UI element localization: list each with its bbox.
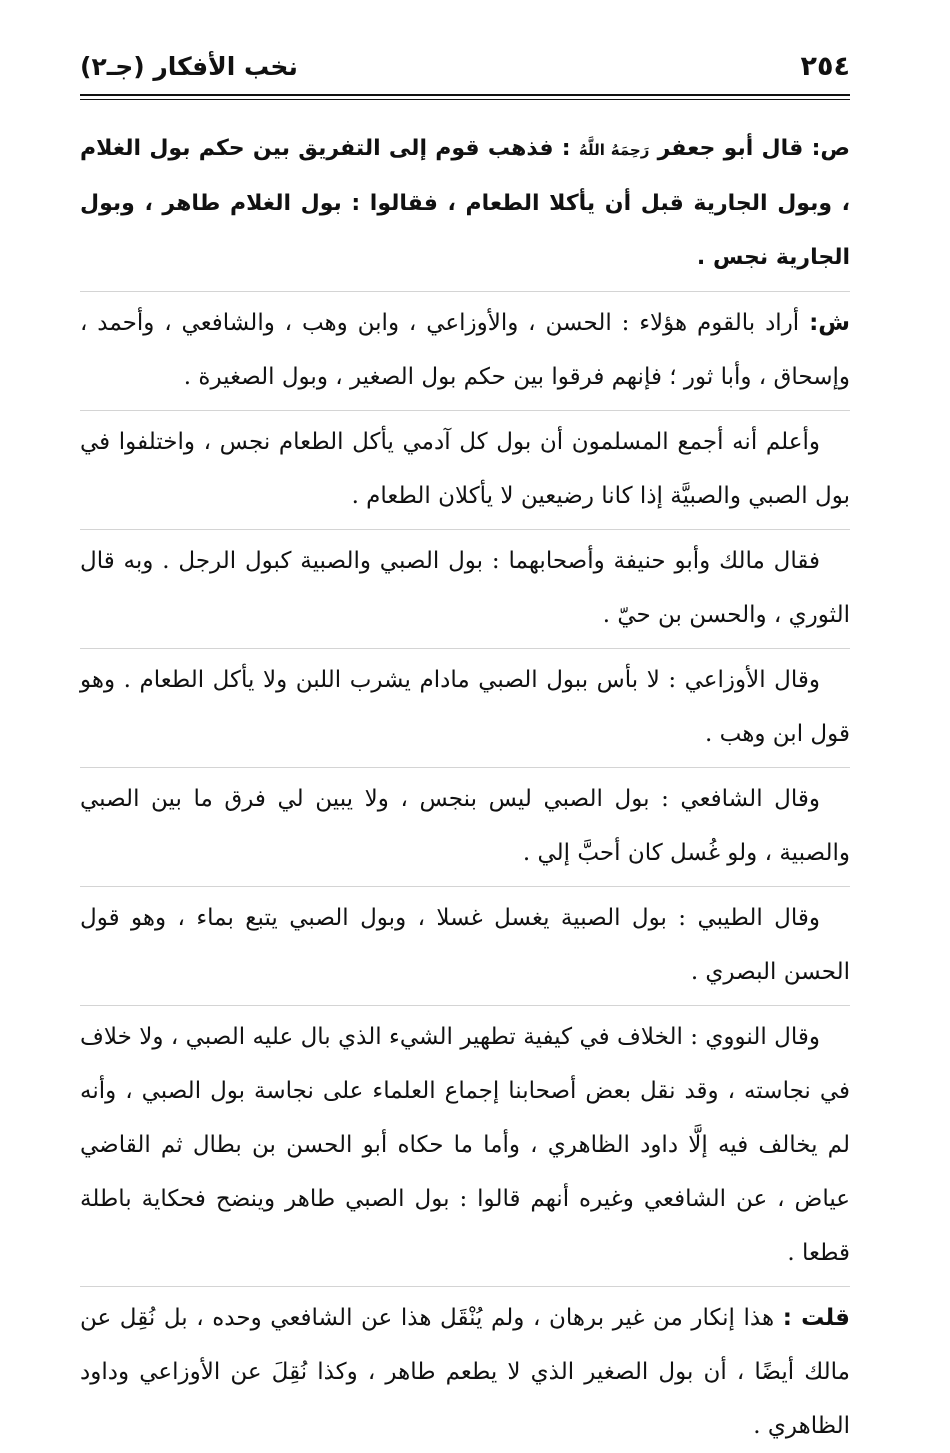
paragraph-sheen [80, 296, 850, 404]
paragraph-divider [80, 410, 850, 411]
running-header [80, 44, 850, 88]
paragraph-divider [80, 529, 850, 530]
paragraph-text: وقال الطيبي : بول الصبية يغسل غسلا ، وبول الصبي يتبع بماء ، وهو قول الحسن البصري . [80, 905, 850, 985]
paragraph-text: هذا إنكار من غير برهان ، ولم يُنْقَل هذا عن الشافعي وحده ، بل نُقِل عن مالك أيضًا ، أن بول الصغير الذي لا يطعم طاهر ، وكذا نُقِلَ عن الأوزاعي وداود الظاهري . [80, 1305, 850, 1439]
paragraph-text: وقال الشافعي : بول الصبي ليس بنجس ، ولا يبين لي فرق ما بين الصبي والصبية ، ولو غُسل كان أحبَّ إلي . [80, 786, 850, 866]
paragraph-text: أراد بالقوم هؤلاء : الحسن ، والأوزاعي ، وابن وهب ، والشافعي ، وأحمد ، وإسحاق ، وأبا ثور ؛ فإنهم فرقوا بين حكم بول الصغير ، وبول الصغيرة . [80, 310, 850, 390]
paragraph-text: وقال الأوزاعي : لا بأس ببول الصبي مادام يشرب اللبن ولا يأكل الطعام . وهو قول ابن وهب . [80, 667, 850, 747]
paragraph-sad [80, 122, 850, 285]
book-page [80, 0, 850, 1439]
paragraph-divider [80, 886, 850, 887]
paragraph-divider [80, 1286, 850, 1287]
qultu-marker: قلت : [782, 1305, 850, 1331]
paragraph [80, 891, 850, 999]
paragraph-divider [80, 648, 850, 649]
paragraph-text: وأعلم أنه أجمع المسلمون أن بول كل آدمي يأكل الطعام نجس ، واختلفوا في بول الصبي والصبيَّة إذا كانا رضيعين لا يأكلان الطعام . [80, 429, 850, 509]
header-rule [80, 94, 850, 100]
page-number: ٢٥٤ [800, 50, 850, 82]
paragraph [80, 772, 850, 880]
running-title: نخب الأفكار (جـ٢) [80, 51, 298, 81]
paragraph-text: وقال النووي : الخلاف في كيفية تطهير الشيء الذي بال عليه الصبي ، ولا خلاف في نجاسته ، وقد نقل بعض أصحابنا إجماع العلماء على نجاسة بول الصبي ، وأنه لم يخالف فيه إلَّا داود الظاهري ، وأما ما حكاه أبو الحسن بن بطال ثم القاضي عياض ، عن الشافعي وغيره أنهم قالوا : بول الصبي طاهر وينضح فحكاية باطلة قطعا . [80, 1024, 850, 1266]
paragraph [80, 415, 850, 523]
paragraph-divider [80, 767, 850, 768]
honorific-glyph: رَحِمَهُ اللَّهُ [578, 141, 650, 159]
paragraph-qultu [80, 1291, 850, 1453]
paragraph-text: : فذهب قوم إلى التفريق بين حكم بول الغلام ، وبول الجارية قبل أن يأكلا الطعام ، فقالوا : بول الغلام طاهر ، وبول الجارية نجس . [80, 136, 850, 270]
sad-marker: ص: [811, 136, 850, 161]
paragraph-divider [80, 1005, 850, 1006]
paragraph-text: قال أبو جعفر [649, 136, 812, 161]
paragraph [80, 534, 850, 642]
paragraph [80, 1010, 850, 1280]
paragraph-text: فقال مالك وأبو حنيفة وأصحابهما : بول الصبي والصبية كبول الرجل . وبه قال الثوري ، والحسن بن حيّ . [80, 548, 850, 628]
paragraph-divider [80, 291, 850, 292]
sheen-marker: ش: [809, 310, 850, 336]
main-text [80, 122, 850, 1453]
paragraph [80, 653, 850, 761]
